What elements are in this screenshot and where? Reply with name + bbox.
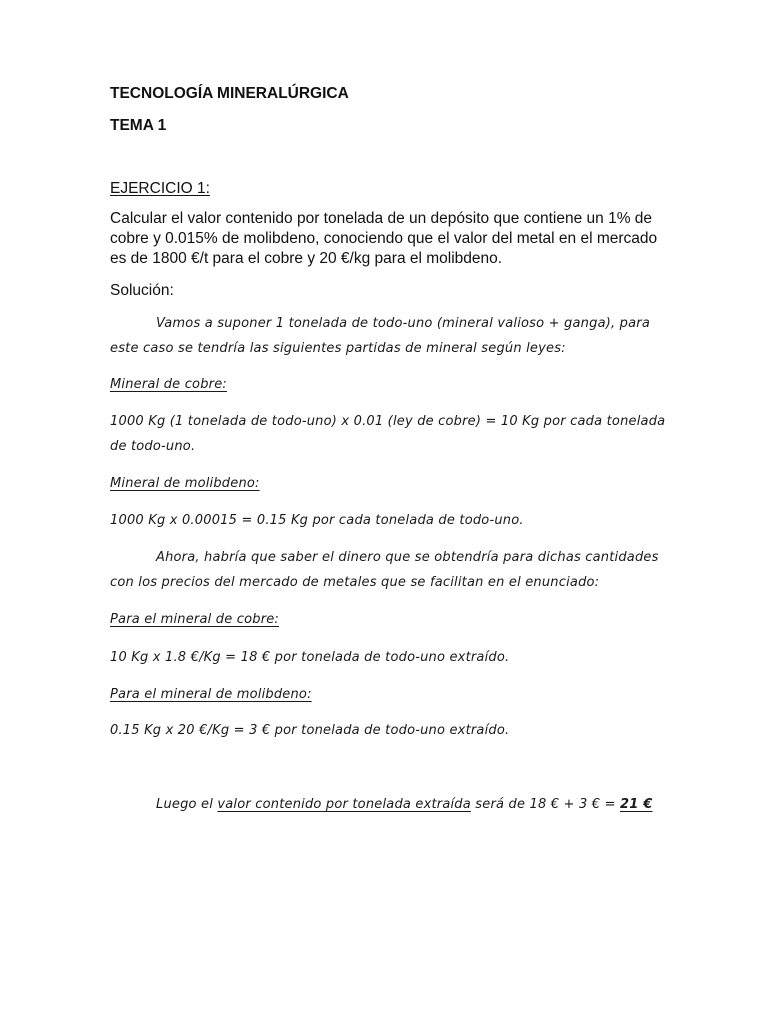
intro-line-2: este caso se tendría las siguientes partidas de mineral según leyes: bbox=[110, 341, 566, 356]
conclusion-prefix: Luego el bbox=[156, 797, 214, 812]
conclusion-line bbox=[156, 793, 653, 817]
money-line-2: con los precios del mercado de metales que se facilitan en el enunciado: bbox=[110, 575, 600, 590]
molybdenum-price-calculation: 0.15 Kg x 20 €/Kg = 3 € por tonelada de todo-uno extraído. bbox=[110, 723, 510, 738]
solution-label: Solución: bbox=[110, 282, 174, 299]
money-line-1: Ahora, habría que saber el dinero que se obtendría para dichas cantidades bbox=[156, 550, 659, 565]
conclusion-middle: será de 18 € + 3 € = bbox=[475, 797, 616, 812]
molybdenum-heading: Mineral de molibdeno: bbox=[110, 476, 260, 491]
copper-heading: Mineral de cobre: bbox=[110, 377, 227, 392]
copper-price-calculation: 10 Kg x 1.8 €/Kg = 18 € por tonelada de todo-uno extraído. bbox=[110, 650, 510, 665]
copper-calculation-line-1: 1000 Kg (1 tonelada de todo-uno) x 0.01 (ley de cobre) = 10 Kg por cada tonelada bbox=[110, 414, 666, 429]
exercise-statement: Calcular el valor contenido por tonelada de un depósito que contiene un 1% de cobre y 0.015% de molibdeno, conociendo que el valor del metal en el mercado es de 1800 €/t para el cobre y 20 €/kg para el molibdeno. bbox=[110, 210, 658, 267]
topic-title: TEMA 1 bbox=[110, 117, 167, 134]
molybdenum-calculation: 1000 Kg x 0.00015 = 0.15 Kg por cada tonelada de todo-uno. bbox=[110, 513, 524, 528]
molybdenum-price-heading: Para el mineral de molibdeno: bbox=[110, 687, 312, 702]
conclusion-total: 21 € bbox=[620, 797, 653, 812]
copper-price-heading: Para el mineral de cobre: bbox=[110, 612, 280, 627]
conclusion-underlined: valor contenido por tonelada extraída bbox=[217, 797, 471, 812]
copper-calculation-line-2: de todo-uno. bbox=[110, 439, 196, 454]
intro-line-1: Vamos a suponer 1 tonelada de todo-uno (mineral valioso + ganga), para bbox=[156, 316, 650, 331]
exercise-heading: EJERCICIO 1: bbox=[110, 180, 210, 197]
document-title: TECNOLOGÍA MINERALÚRGICA bbox=[110, 85, 349, 102]
